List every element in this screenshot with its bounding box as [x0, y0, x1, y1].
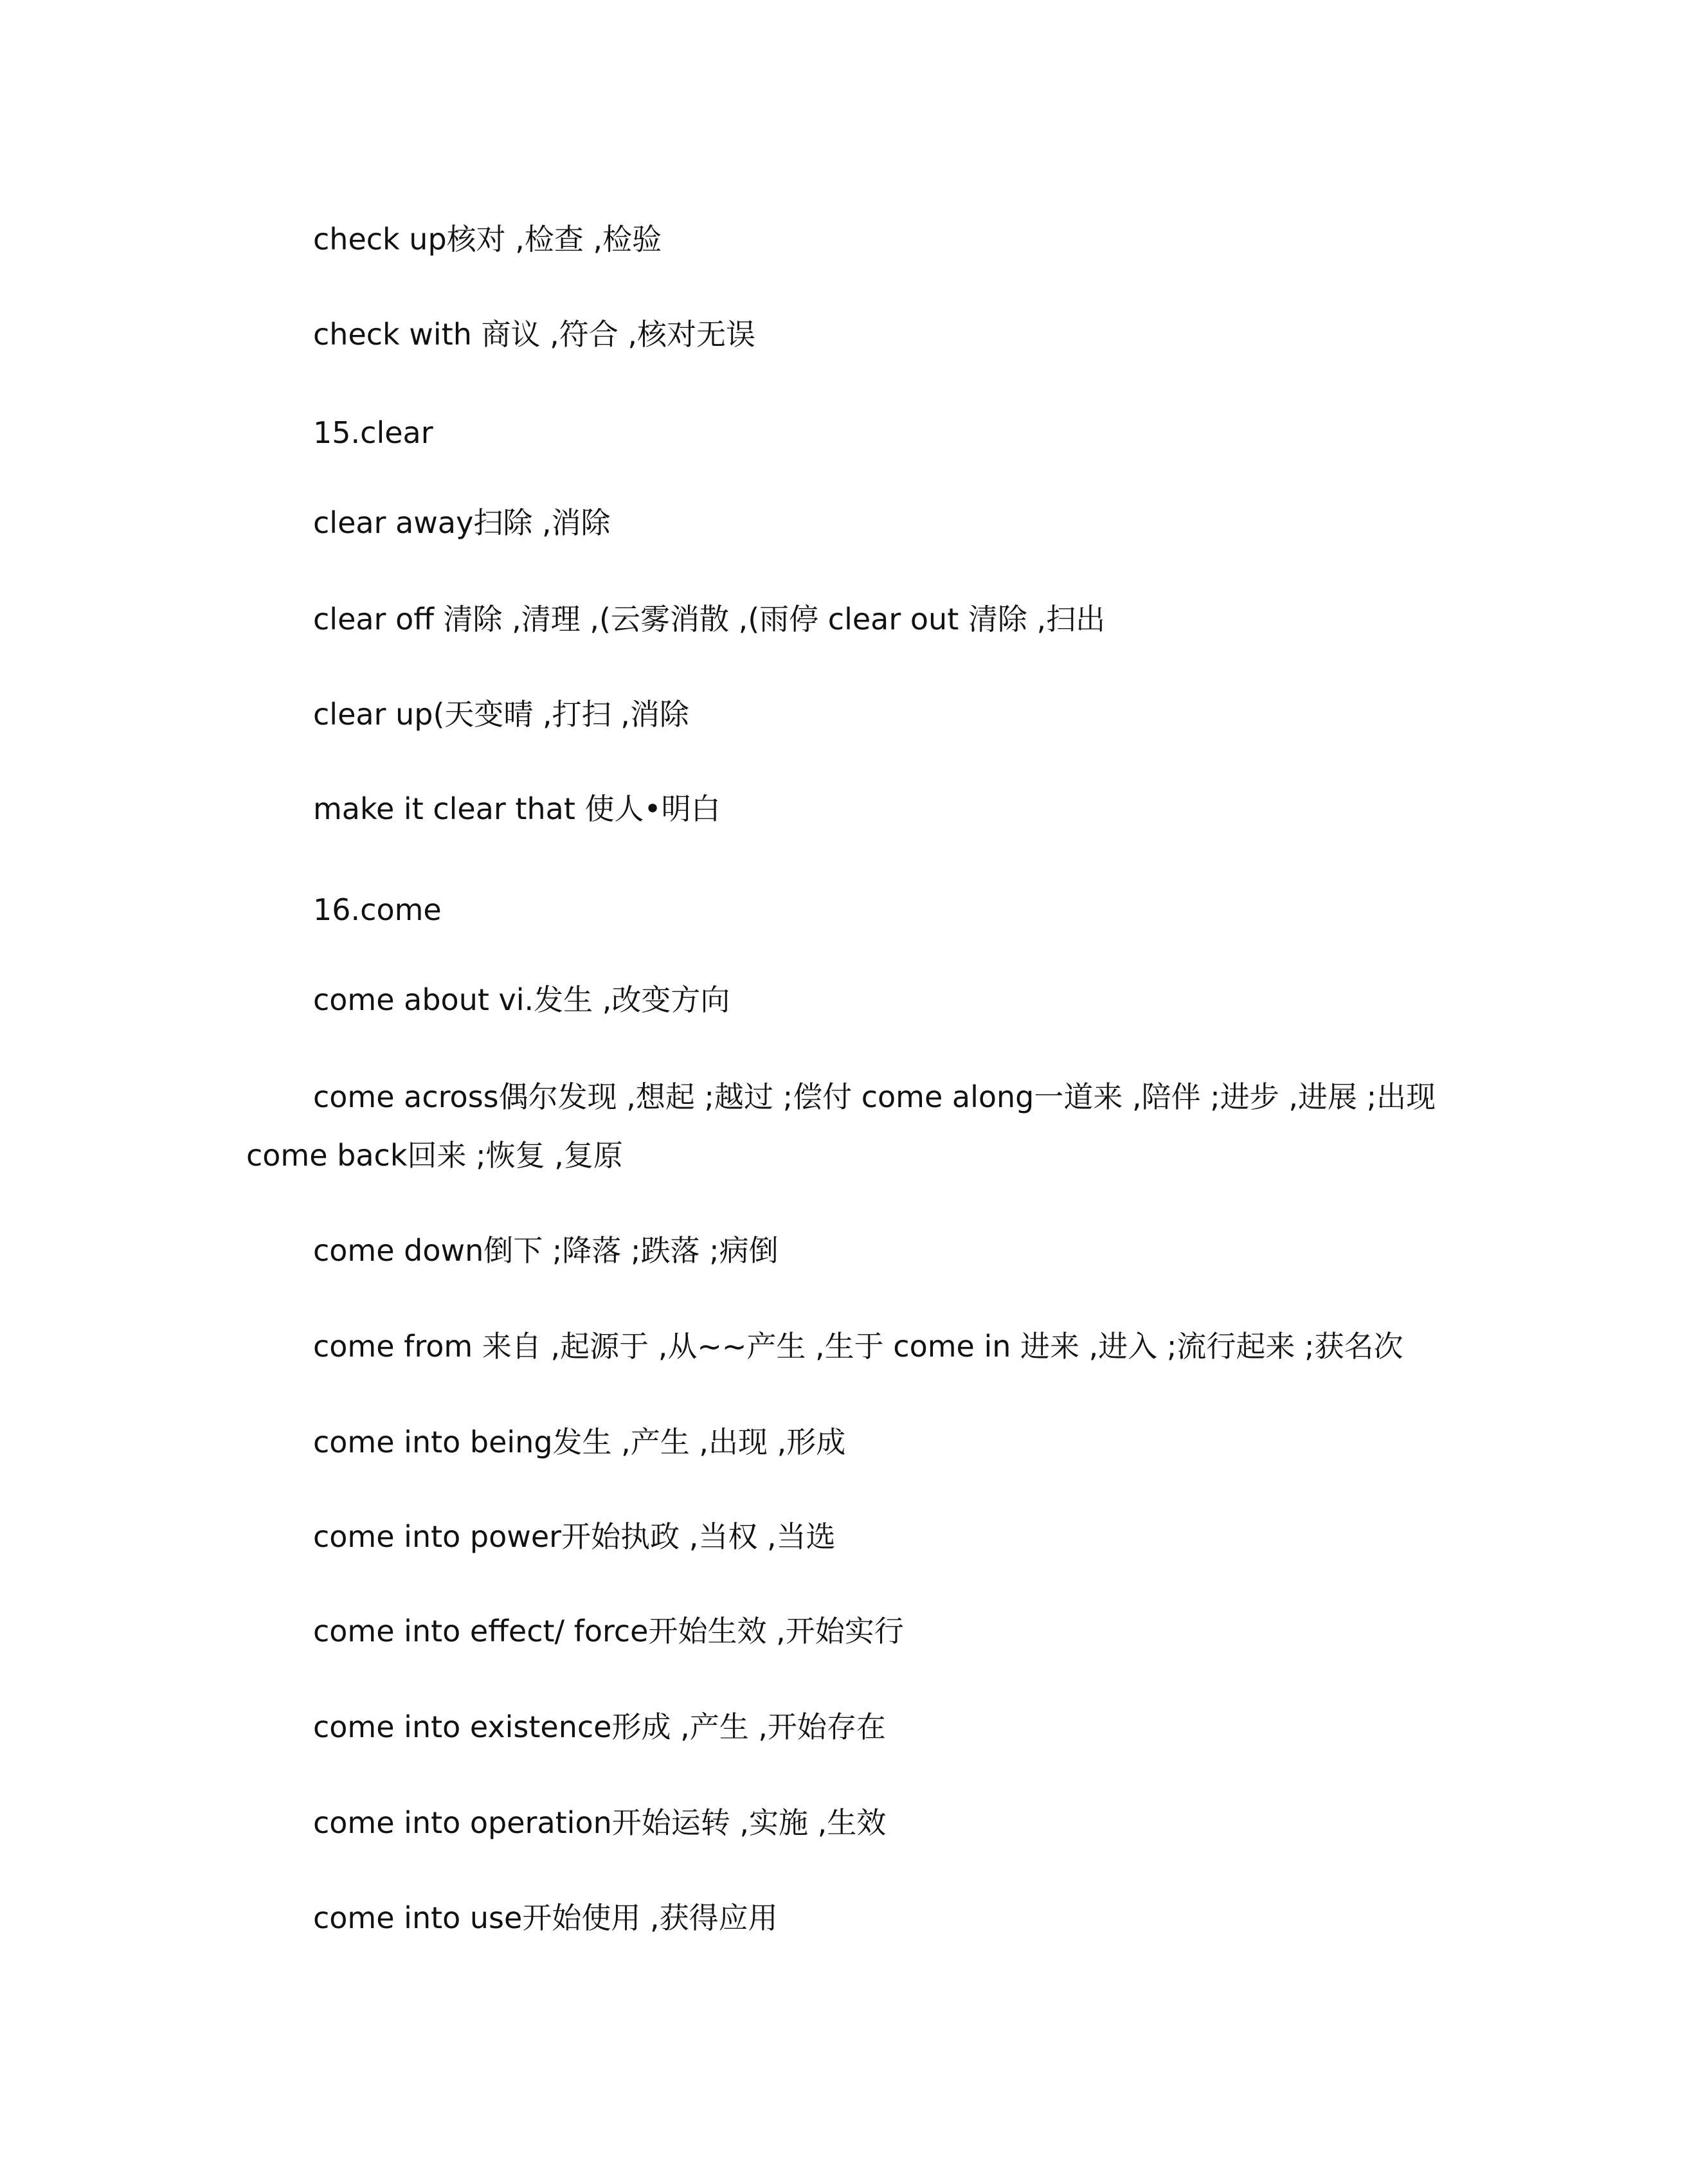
entry-make-it-clear: make it clear that 使人•明白: [313, 791, 721, 826]
entry-come-into-effect: come into effect/ force开始生效 ,开始实行: [313, 1614, 904, 1648]
entry-clear-off-clear-out: clear off 清除 ,清理 ,(云雾消散 ,(雨停 clear out 清除 ,扫出: [313, 602, 1106, 636]
entry-come-across-come-along: come across偶尔发现 ,想起 ;越过 ;偿付 come along一道来 ,陪伴 ;进步 ,进展 ;出现: [313, 1079, 1436, 1114]
entry-clear-away: clear away扫除 ,消除: [313, 505, 611, 540]
entry-clear-up: clear up(天变晴 ,打扫 ,消除: [313, 697, 689, 732]
entry-come-back: come back回来 ;恢复 ,复原: [246, 1138, 623, 1173]
entry-check-up: check up核对 ,检查 ,检验: [313, 222, 662, 257]
entry-come-into-existence: come into existence形成 ,产生 ,开始存在: [313, 1710, 886, 1744]
entry-come-into-operation: come into operation开始运转 ,实施 ,生效: [313, 1805, 887, 1840]
entry-come-down: come down倒下 ;降落 ;跌落 ;病倒: [313, 1233, 779, 1268]
entry-come-about: come about vi.发生 ,改变方向: [313, 982, 730, 1017]
entry-check-with: check with 商议 ,符合 ,核对无误: [313, 317, 756, 352]
entry-come-into-use: come into use开始使用 ,获得应用: [313, 1900, 778, 1935]
entry-come-into-being: come into being发生 ,产生 ,出现 ,形成: [313, 1425, 846, 1459]
entry-come-from-come-in: come from 来自 ,起源于 ,从~~产生 ,生于 come in 进来 ,进入 ;流行起来 ;获名次: [313, 1329, 1403, 1364]
entry-come-into-power: come into power开始执政 ,当权 ,当选: [313, 1519, 836, 1554]
section-heading-clear: 15.clear: [313, 415, 433, 450]
section-heading-come: 16.come: [313, 892, 442, 927]
